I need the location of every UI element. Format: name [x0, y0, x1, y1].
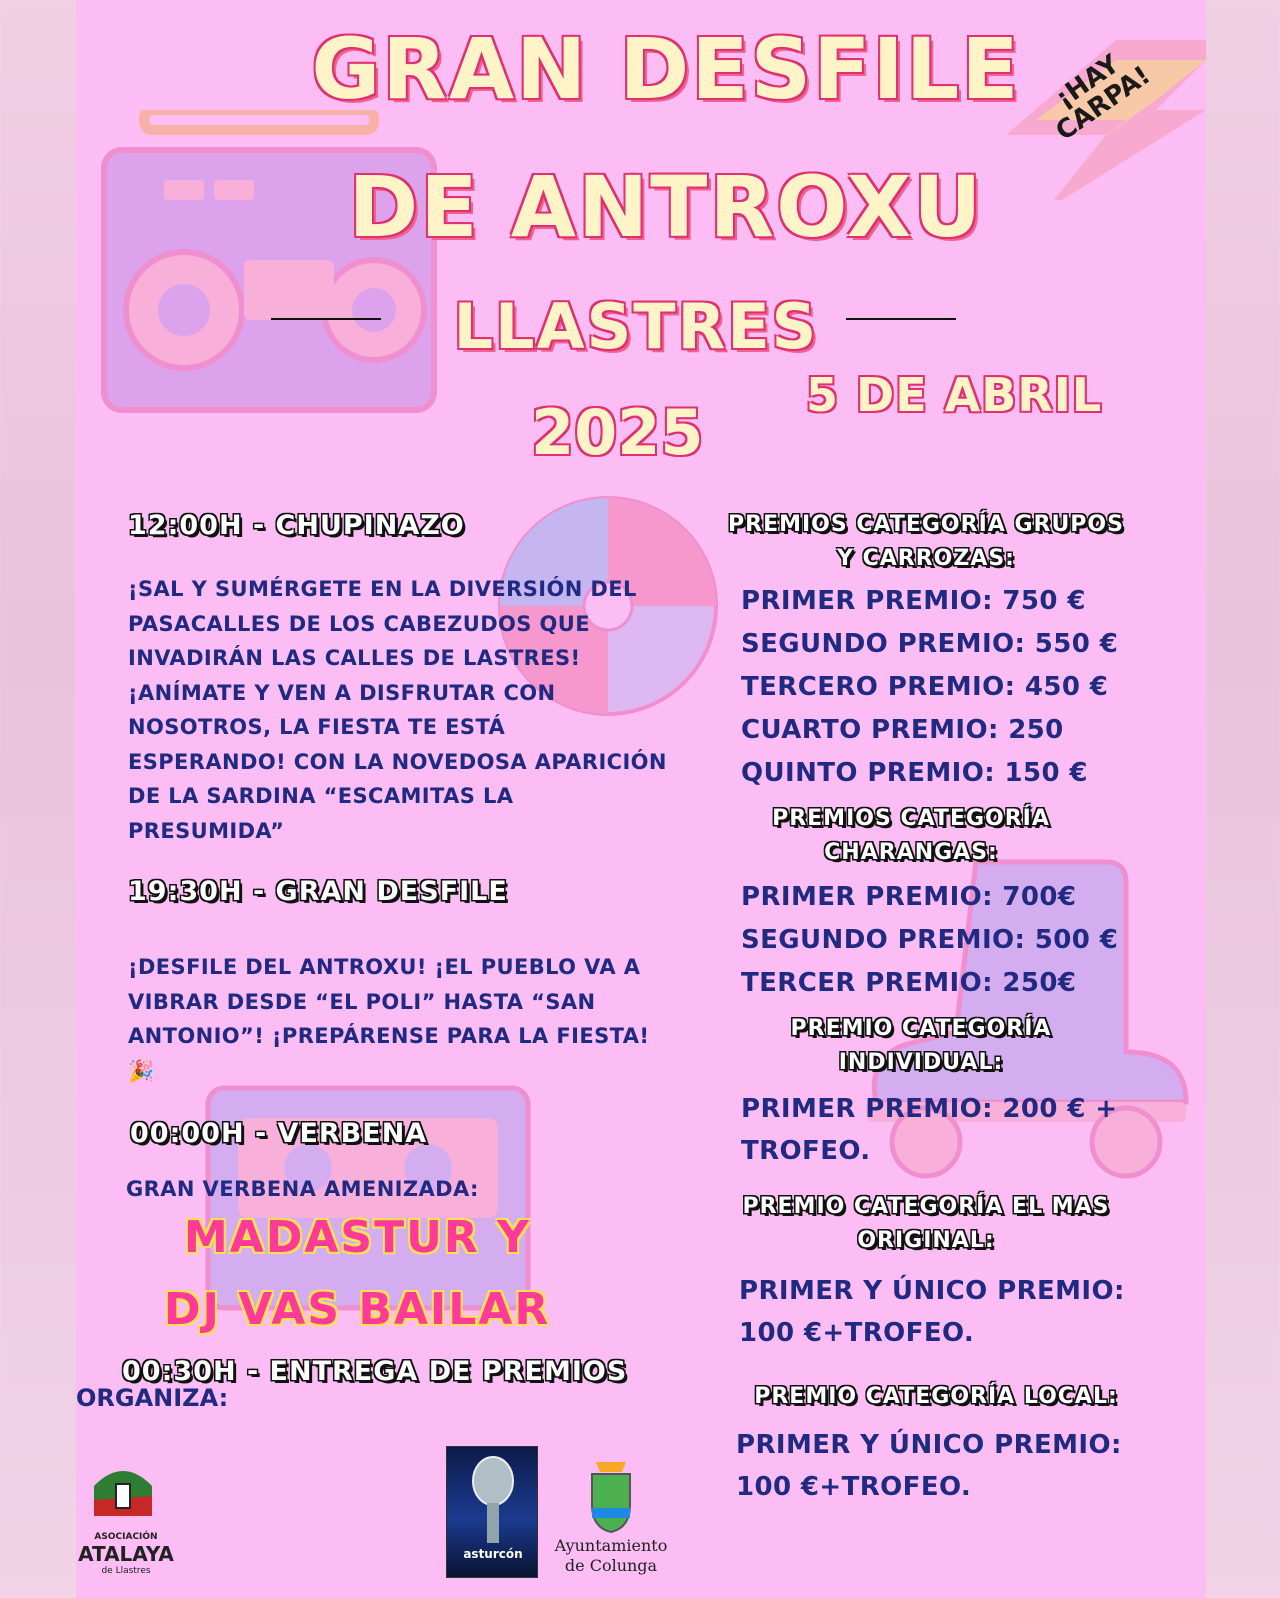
schedule-chupinazo: 12:00H - CHUPINAZO	[128, 510, 465, 541]
schedule-entrega-premios: 00:30H - ENTREGA DE PREMIOS	[122, 1356, 628, 1387]
prize-grupos-2: SEGUNDO PREMIO: 550 €	[741, 629, 1119, 659]
prize-individual-1: PRIMER PREMIO: 200 € + TROFEO.	[741, 1094, 1118, 1166]
poster	[76, 0, 1206, 1598]
prize-original-1: PRIMER Y ÚNICO PREMIO: 100 €+TROFEO.	[739, 1276, 1125, 1348]
performer-line-2: DJ VAS BAILAR	[164, 1284, 551, 1335]
blur-border-right	[1206, 0, 1280, 1598]
prize-heading-individual: PREMIO CATEGORÍA INDIVIDUAL:	[790, 1016, 1052, 1075]
chupinazo-description: ¡SAL Y SUMÉRGETE EN LA DIVERSIÓN DEL PASACALLES DE LOS CABEZUDOS QUE INVADIRÁN LAS CALLES DE LASTRES! ¡ANÍMATE Y VEN A DISFRUTAR CON NOSOTROS, LA FIESTA TE ESTÁ ESPERANDO! CON LA NOVEDOSA APARICIÓN DE LA SARDINA “ESCAMITAS LA PRESUMIDA”	[128, 577, 667, 843]
event-date: 5 DE ABRIL	[806, 368, 1103, 422]
rule-right	[846, 318, 956, 320]
ayuntamiento-caption-2: de Colunga	[564, 1556, 658, 1575]
microphone-icon	[447, 1447, 539, 1547]
title-line-1: GRAN DESFILE	[311, 20, 1021, 118]
prize-grupos-4: CUARTO PREMIO: 250	[741, 715, 1064, 745]
ayuntamiento-caption-1: Ayuntamiento	[554, 1536, 668, 1555]
prize-grupos-1: PRIMER PREMIO: 750 €	[741, 586, 1086, 616]
prize-heading-charangas: PREMIOS CATEGORÍA CHARANGAS:	[772, 806, 1050, 865]
atalaya-caption-1: ASOCIACIÓN	[94, 1532, 158, 1542]
organizer-label: ORGANIZA:	[76, 1384, 229, 1412]
verbena-description: GRAN VERBENA AMENIZADA:	[126, 1177, 479, 1201]
asturcon-logo	[446, 1446, 538, 1578]
asturcon-label: asturcón	[463, 1547, 523, 1561]
prize-heading-original: PREMIO CATEGORÍA EL MAS ORIGINAL:	[742, 1194, 1110, 1253]
title-line-2: DE ANTROXU	[348, 158, 984, 256]
colunga-coat-of-arms	[586, 1458, 636, 1534]
prize-heading-grupos: PREMIOS CATEGORÍA GRUPOS Y CARROZAS:	[728, 512, 1124, 571]
boombox-illustration	[84, 110, 444, 420]
event-year: 2025	[531, 396, 704, 469]
location-title: LLASTRES	[453, 290, 819, 363]
schedule-verbena: 00:00H - VERBENA	[130, 1118, 428, 1149]
banner-text: ¡HAY CARPA!	[1050, 49, 1157, 148]
prize-charangas-3: TERCER PREMIO: 250€	[741, 968, 1077, 998]
prize-grupos-5: QUINTO PREMIO: 150 €	[741, 758, 1088, 788]
atalaya-logo	[90, 1456, 156, 1518]
prize-heading-local: PREMIO CATEGORÍA LOCAL:	[754, 1384, 1118, 1409]
prize-grupos-3: TERCERO PREMIO: 450 €	[741, 672, 1109, 702]
schedule-gran-desfile: 19:30H - GRAN DESFILE	[128, 876, 508, 907]
prize-charangas-1: PRIMER PREMIO: 700€	[741, 882, 1077, 912]
prize-charangas-2: SEGUNDO PREMIO: 500 €	[741, 925, 1119, 955]
atalaya-caption-3: de Llastres	[101, 1566, 151, 1576]
desfile-description: ¡DESFILE DEL ANTROXU! ¡EL PUEBLO VA A VIBRAR DESDE “EL POLI” HASTA “SAN ANTONIO”! ¡PREPÁRENSE PARA LA FIESTA! 🎉	[128, 955, 650, 1083]
prize-local-1: PRIMER Y ÚNICO PREMIO: 100 €+TROFEO.	[736, 1430, 1122, 1502]
performer-line-1: MADASTUR Y	[184, 1212, 531, 1263]
blur-border-left	[0, 0, 76, 1598]
atalaya-caption-2: ATALAYA	[78, 1542, 174, 1566]
